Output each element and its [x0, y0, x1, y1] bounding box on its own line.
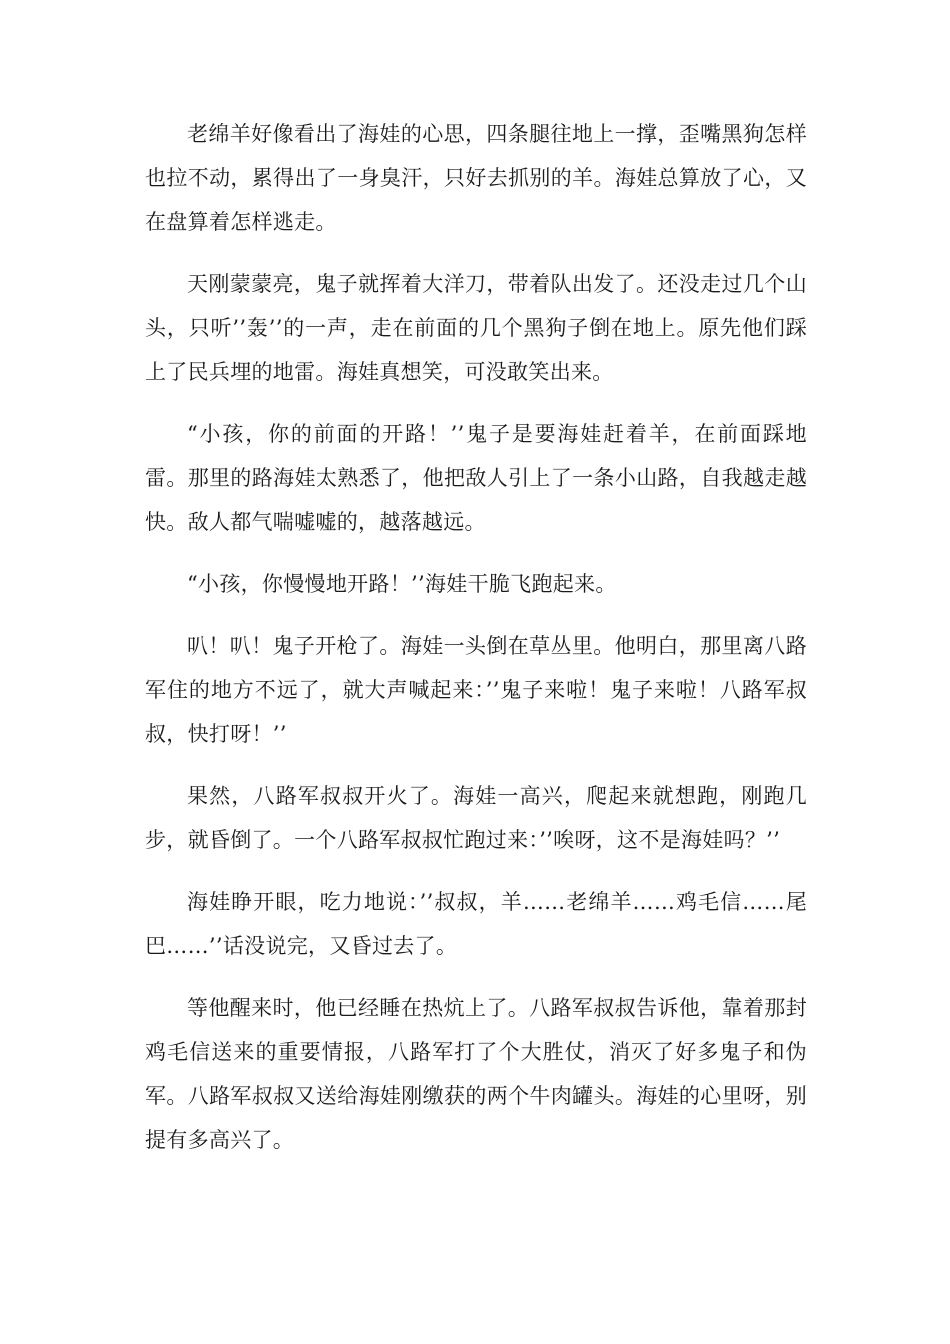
paragraph-7: 海娃睁开眼，吃力地说：’’叔叔，羊……老绵羊……鸡毛信……尾巴……’’话没说完，又昏过去了。: [145, 890, 807, 958]
paragraph-3: “小孩，你的前面的开路！’’鬼子是要海娃赶着羊，在前面踩地雷。那里的路海娃太熟悉了，他把敌人引上了一条小山路，自我越走越快。敌人都气喘嘘嘘的，越落越远。: [145, 422, 807, 534]
paragraph-6: 果然，八路军叔叔开火了。海娃一高兴，爬起来就想跑，刚跑几步，就昏倒了。一个八路军叔叔忙跑过来：’’唉呀，这不是海娃吗？’’: [145, 784, 807, 852]
paragraph-1: 老绵羊好像看出了海娃的心思，四条腿往地上一撑，歪嘴黑狗怎样也拉不动，累得出了一身臭汗，只好去抓别的羊。海娃总算放了心，又在盘算着怎样逃走。: [145, 122, 807, 234]
paragraph-8: 等他醒来时，他已经睡在热炕上了。八路军叔叔告诉他，靠着那封鸡毛信送来的重要情报，八路军打了个大胜仗，消灭了好多鬼子和伪军。八路军叔叔又送给海娃刚缴获的两个牛肉罐头。海娃的心里呀，别提有多高兴了。: [145, 996, 807, 1152]
paragraph-4: “小孩，你慢慢地开路！’’海娃干脆飞跑起来。: [187, 572, 617, 596]
paragraph-2: 天刚蒙蒙亮，鬼子就挥着大洋刀，带着队出发了。还没走过几个山头，只听’’轰’’的一声，走在前面的几个黑狗子倒在地上。原先他们踩上了民兵埋的地雷。海娃真想笑，可没敢笑出来。: [145, 272, 807, 384]
paragraph-5: 叭！叭！鬼子开枪了。海娃一头倒在草丛里。他明白，那里离八路军住的地方不远了，就大声喊起来：’’鬼子来啦！鬼子来啦！八路军叔叔，快打呀！’’: [145, 634, 807, 746]
story-text: [145, 112, 807, 1180]
